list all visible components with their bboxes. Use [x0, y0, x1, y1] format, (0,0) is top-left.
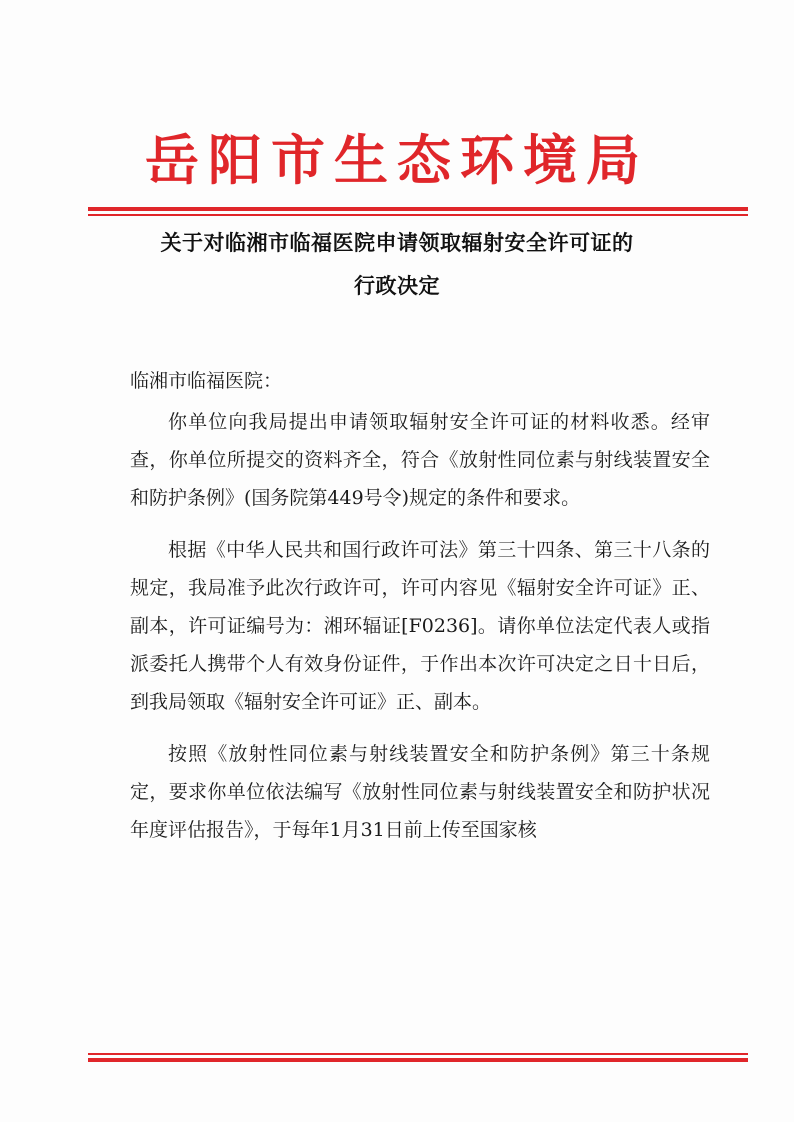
paragraph-1: 你单位向我局提出申请领取辐射安全许可证的材料收悉。经审查，你单位所提交的资料齐全，符合《放射性同位素与射线装置安全和防护条例》(国务院第449号令)规定的条件和要求。: [130, 411, 710, 509]
footer-rule-thick: [88, 1058, 748, 1062]
body-paragraphs: [130, 403, 710, 849]
header-rule-thick: [88, 207, 748, 211]
paragraph-3: 按照《放射性同位素与射线装置安全和防护条例》第三十条规定，要求你单位依法编写《放射性同位素与射线装置安全和防护状况年度评估报告》，于每年1月31日前上传至国家核: [130, 743, 710, 841]
document-title-line-2: 行政决定: [354, 273, 440, 298]
addressee: 临湘市临福医院：: [130, 370, 283, 392]
footer-rule-thin: [88, 1053, 748, 1055]
header-rule-thin: [88, 214, 748, 216]
agency-masthead: 岳阳市生态环境局: [145, 128, 649, 192]
document-title-line-1: 关于对临湘市临福医院申请领取辐射安全许可证的: [160, 230, 634, 255]
paragraph-2: 根据《中华人民共和国行政许可法》第三十四条、第三十八条的规定，我局准予此次行政许可，许可内容见《辐射安全许可证》正、副本，许可证编号为：湘环辐证[F0236]。请你单位法定代表人或指派委托人携带个人有效身份证件，于作出本次许可决定之日十日后，到我局领取《辐射安全许可证》正、副本。: [130, 539, 710, 713]
